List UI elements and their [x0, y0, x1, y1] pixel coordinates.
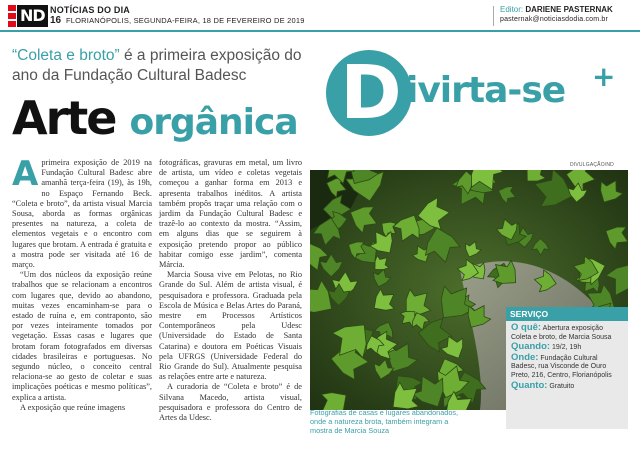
logo-text: ND [17, 5, 48, 27]
badge-word: ivirta-se [406, 70, 566, 111]
photo-credit: DIVULGAÇÃO/ND [570, 162, 614, 168]
kicker-quoted-title: “Coleta e broto” [12, 47, 120, 64]
badge-letter: D [340, 50, 402, 136]
publication-name: NOTÍCIAS DO DIA [50, 5, 131, 15]
article-paragraph: A curadoria de “Coleta e broto” é de Silvana Macedo, artista visual, pesquisadora e professora do Centro de Artes da Udesc. [159, 382, 302, 423]
service-where: Onde: Fundação Cultural Badesc, rua Visconde de Ouro Preto, 216, Centro, Florianópolis [511, 351, 612, 379]
article-paragraph: A exposição que reúne imagens [20, 402, 126, 412]
service-cost: Quanto: Gratuito [511, 379, 575, 391]
article-paragraph: A primeira exposição de 2019 na Fundação Cultural Badesc abre amanhã terça-feira (19), às 19h, no Espaço Fernando Beck. “Coleta e broto”, da artista visual Marcia Sousa, aborda as formas orgânicas presentes na natureza, a coleta de elementos vegetais e o encontro com lugares que brotam. A entrada é gratuita e a mostra pode ser visitada até 16 de março. [12, 154, 152, 270]
logo-stripes [8, 5, 16, 27]
article-column-1 [12, 154, 152, 464]
drop-cap: A [12, 154, 39, 194]
editor-label: Editor: [500, 5, 524, 14]
article-paragraph: fotográficas, gravuras em metal, um livro de artista, um vídeo e coletas vegetais começou a ganhar forma em 2013 e apresenta trabalhos inéditos. A artista também propôs traçar uma relação com o jardim da Fundação Cultural Badesc e trazê-lo ao contexto da mostra. “Assim, em alguns dias que se seguirem à exposição pretendo propor ao público habitar comigo esse jardim”, comenta Márcia. [159, 158, 302, 270]
editor-name: DARIENE PASTERNAK [525, 5, 613, 14]
article-paragraph: “Um dos núcleos da exposição reúne trabalhos que se relacionam a encontros com lugares que, devido ao abandono, muitas vezes encaminham-se para o estado de ruína e, em contraponto, são por vezes inteiramente tomados por vegetação. Essas casas e lugares que brotam foram fotografados em diversas cidades brasileiras e portuguesas. No segundo núcleo, o conceito central relaciona-se ao gesto de coletar e suas implicações poéticas e mesmo políticas”, explica a artista. [12, 270, 152, 402]
service-when: Quando: 19/2, 19h [511, 341, 582, 353]
article-paragraph: Marcia Sousa vive em Pelotas, no Rio Grande do Sul. Além de artista visual, é pesquisadora e professora. Graduada pela Escola de Música e Belas Artes do Paraná, mestre em Processos Artísticos Contemporâneos pela Udesc (Universidade do Estado de Santa Catarina) e doutora em Poéticas Visuais pela UFRGS (Universidade Federal do Rio Grande do Sul). Atualmente pesquisa as relações entre arte e natureza. [159, 270, 302, 382]
nd-logo [8, 5, 48, 27]
headline [12, 93, 298, 148]
badge-plus: + [592, 60, 616, 93]
service-box [506, 307, 628, 429]
service-what: O quê: Abertura exposição Coleta e broto, de Marcia Sousa [511, 322, 612, 341]
kicker [12, 46, 312, 86]
section-badge [326, 50, 626, 140]
header-divider [493, 6, 494, 26]
photo-caption: Fotografias de casas e lugares abandonados, onde a natureza brota, também integram a mostra de Marcia Souza [310, 408, 459, 435]
header-rule [0, 30, 640, 32]
editor-email: pasternak@noticiasdodia.com.br [500, 16, 609, 23]
service-body [506, 321, 628, 395]
page-header [0, 0, 640, 30]
editor-credit [500, 5, 613, 14]
headline-word-1: Arte [12, 91, 116, 145]
service-title: SERVIÇO [506, 307, 628, 321]
kicker-text: é a primeira exposição do ano da Fundação Cultural Badesc [12, 47, 302, 84]
page-number: 16 [50, 15, 62, 26]
dateline: FLORIANÓPOLIS, SEGUNDA-FEIRA, 18 DE FEVEREIRO DE 2019 [66, 16, 305, 25]
article-column-2 [159, 158, 302, 464]
headline-word-2: orgânica [129, 102, 298, 143]
